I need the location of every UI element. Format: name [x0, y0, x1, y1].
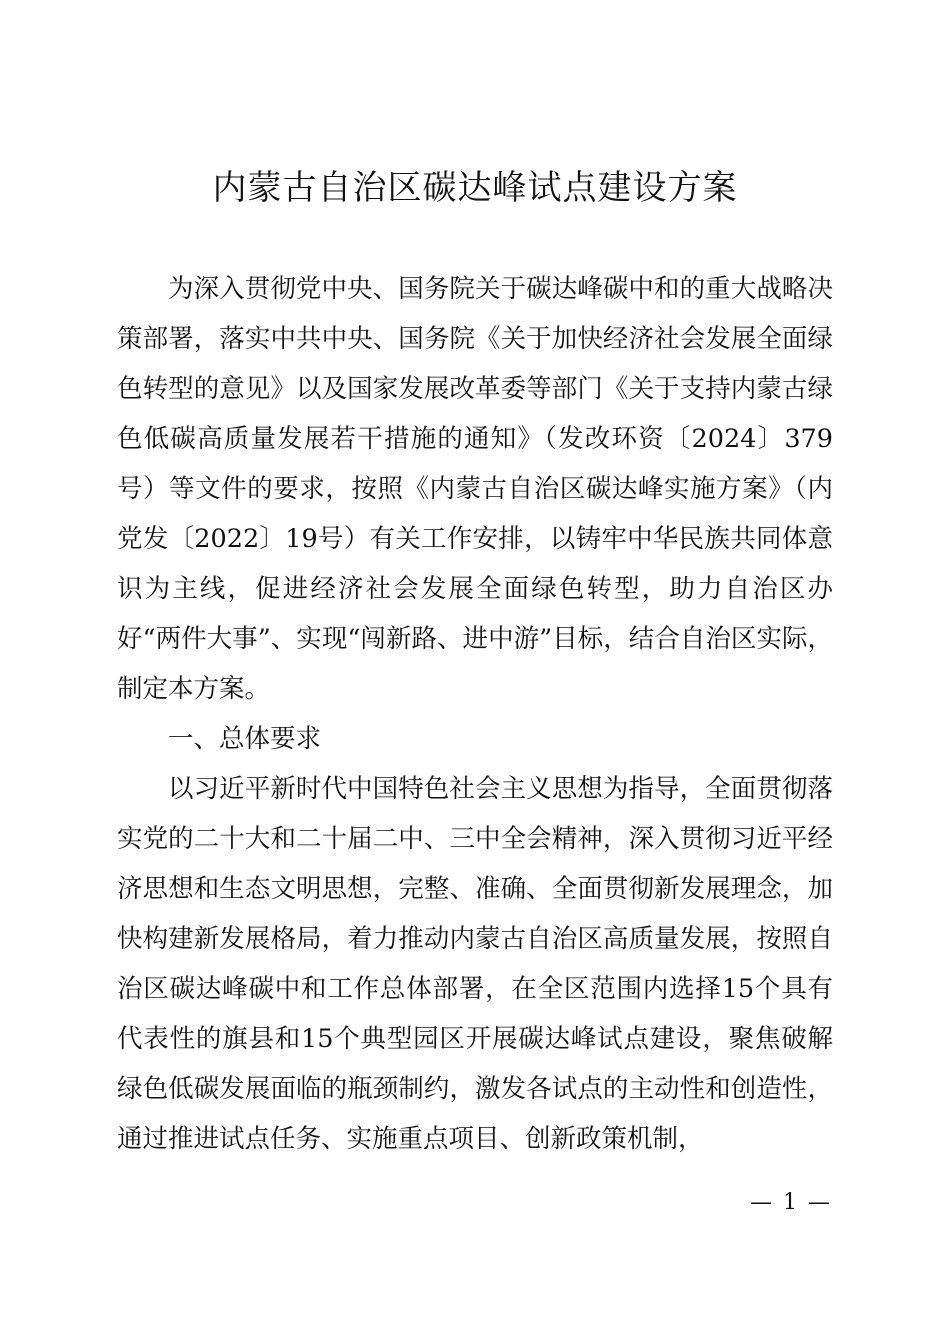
- general-requirements-paragraph: 以习近平新时代中国特色社会主义思想为指导，全面贯彻落实党的二十大和二十届二中、三中全会精神，深入贯彻习近平经济思想和生态文明思想，完整、准确、全面贯彻新发展理念，加快构建新发展格局，着力推动内蒙古自治区高质量发展，按照自治区碳达峰碳中和工作总体部署，在全区范围内选择15个具有代表性的旗县和15个典型园区开展碳达峰试点建设，聚焦破解绿色低碳发展面临的瓶颈制约，激发各试点的主动性和创造性，通过推进试点任务、实施重点项目、创新政策机制，: [117, 774, 833, 1154]
- intro-paragraph: 为深入贯彻党中央、国务院关于碳达峰碳中和的重大战略决策部署，落实中共中央、国务院《关于加快经济社会发展全面绿色转型的意见》以及国家发展改革委等部门《关于支持内蒙古绿色低碳高质量发展若干措施的通知》（发改环资〔2024〕379号）等文件的要求，按照《内蒙古自治区碳达峰实施方案》（内党发〔2022〕19号）有关工作安排，以铸牢中华民族共同体意识为主线，促进经济社会发展全面绿色转型，助力自治区办好“两件大事”、实现“闯新路、进中游”目标，结合自治区实际，制定本方案。: [117, 274, 833, 704]
- document-title: 内蒙古自治区碳达峰试点建设方案: [212, 168, 738, 208]
- document-body: [117, 264, 833, 1164]
- section-heading-general-requirements: 一、总体要求: [168, 724, 322, 754]
- page-number: — 1 —: [750, 1190, 832, 1215]
